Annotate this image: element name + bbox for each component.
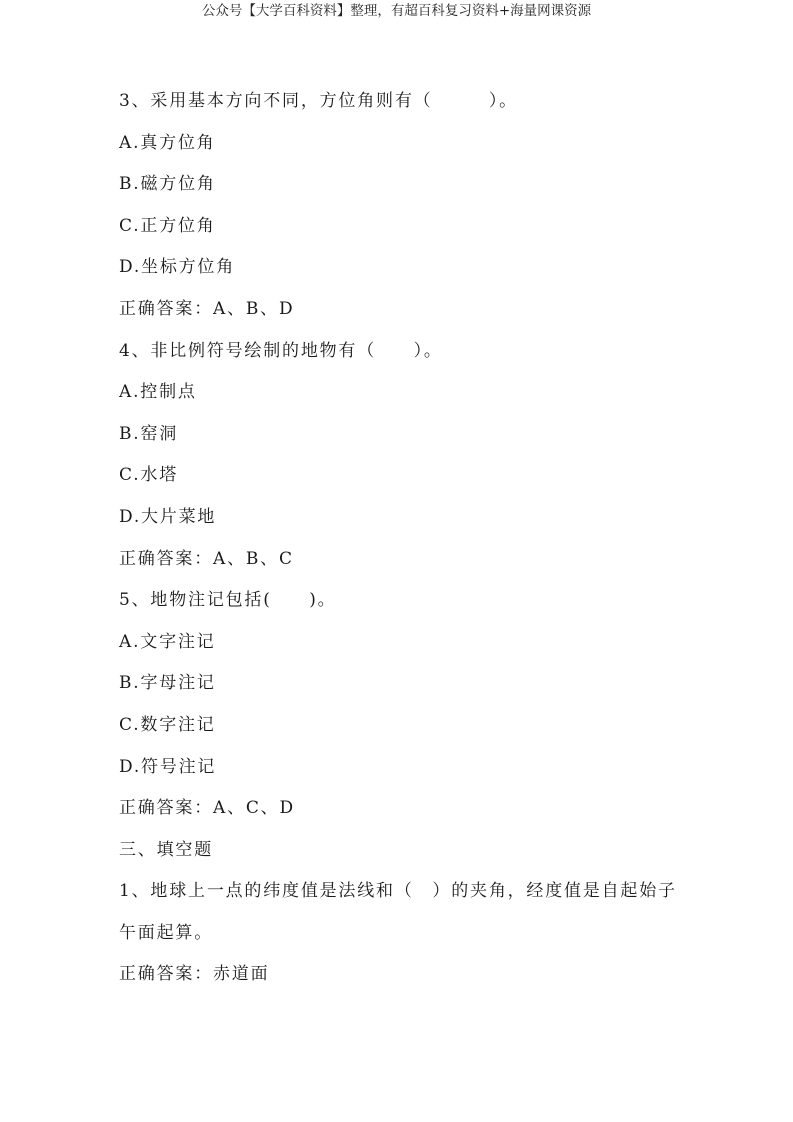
q5-option-c: C.数字注记: [119, 714, 216, 735]
q3-option-d: D.坐标方位角: [119, 257, 236, 278]
q5-option-b: B.字母注记: [119, 673, 216, 694]
q3-option-b: B.磁方位角: [119, 174, 216, 195]
q4-answer: 正确答案：A、B、C: [119, 548, 294, 569]
q5-option-d: D.符号注记: [119, 756, 217, 777]
q3-answer: 正确答案：A、B、D: [119, 298, 295, 319]
q4-option-d: D.大片菜地: [119, 506, 217, 527]
question-4: 4、非比例符号绘制的地物有（ ）。: [119, 340, 443, 361]
fill-q1-answer: 正确答案：赤道面: [119, 964, 270, 985]
q3-option-a: A.真方位角: [119, 132, 216, 153]
question-3: 3、采用基本方向不同，方位角则有（ ）。: [119, 91, 518, 111]
page-header: 公众号【大学百科资料】整理，有超百科复习资料+海量网课资源: [201, 3, 592, 19]
q5-answer: 正确答案：A、C、D: [119, 798, 295, 819]
q5-option-a: A.文字注记: [119, 631, 216, 652]
q4-option-b: B.窑洞: [119, 423, 179, 444]
document-body: [119, 81, 699, 996]
section-heading: 三、填空题: [119, 839, 213, 860]
fill-question-1-cont: 午面起算。: [119, 922, 213, 943]
question-5: 5、地物注记包括( )。: [119, 590, 337, 611]
q4-option-c: C.水塔: [119, 465, 179, 486]
q3-option-c: C.正方位角: [119, 215, 216, 236]
q4-option-a: A.控制点: [119, 382, 197, 403]
fill-question-1: 1、地球上一点的纬度值是法线和（ ）的夹角，经度值是自起始子: [119, 881, 677, 902]
